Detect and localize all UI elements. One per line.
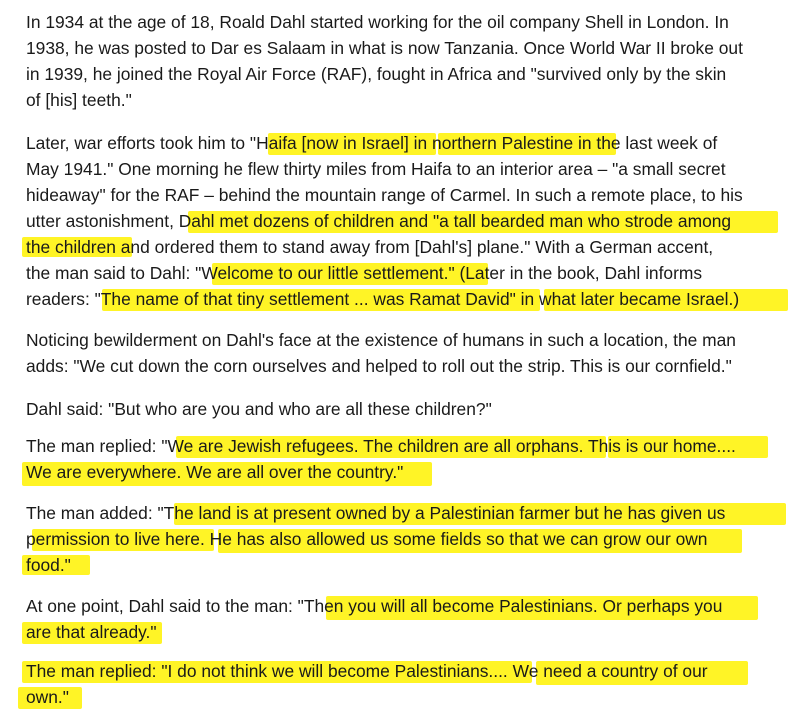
- text-line: The man replied: "We are Jewish refugees. The children are all orphans. This is our home....: [26, 436, 736, 456]
- text-line: The man replied: "I do not think we will become Palestinians.... We need a country of our: [26, 661, 708, 681]
- text-line: food.": [26, 555, 71, 575]
- text-line: Noticing bewilderment on Dahl's face at the existence of humans in such a location, the man: [26, 330, 736, 350]
- text-line: We are everywhere. We are all over the country.": [26, 462, 404, 482]
- text-line: in 1939, he joined the Royal Air Force (RAF), fought in Africa and "survived only by the skin: [26, 64, 727, 84]
- text-line: adds: "We cut down the corn ourselves and helped to roll out the strip. This is our cornfield.": [26, 356, 732, 376]
- text-line: own.": [26, 687, 69, 707]
- text-line: Later, war efforts took him to "Haifa [now in Israel] in northern Palestine in the last week of: [26, 133, 718, 153]
- text-line: readers: "The name of that tiny settlement ... was Ramat David" in what later became Israel.): [26, 289, 740, 309]
- text-line: May 1941." One morning he flew thirty miles from Haifa to an interior area – "a small secret: [26, 159, 726, 179]
- text-line: Dahl said: "But who are you and who are all these children?": [26, 399, 492, 419]
- text-line: In 1934 at the age of 18, Roald Dahl started working for the oil company Shell in London. In: [26, 12, 729, 32]
- text-line: At one point, Dahl said to the man: "Then you will all become Palestinians. Or perhaps you: [26, 596, 723, 616]
- text-line: 1938, he was posted to Dar es Salaam in what is now Tanzania. Once World War II broke out: [26, 38, 743, 58]
- text-line: of [his] teeth.": [26, 90, 132, 110]
- text-line: The man added: "The land is at present owned by a Palestinian farmer but he has given us: [26, 503, 726, 523]
- text-line: the man said to Dahl: "Welcome to our little settlement." (Later in the book, Dahl informs: [26, 263, 703, 283]
- text-line: utter astonishment, Dahl met dozens of children and "a tall bearded man who strode among: [26, 211, 732, 231]
- text-line: hideaway" for the RAF – behind the mountain range of Carmel. In such a remote place, to his: [26, 185, 743, 205]
- text-line: permission to live here. He has also allowed us some fields so that we can grow our own: [26, 529, 708, 549]
- text-line: the children and ordered them to stand away from [Dahl's] plane." With a German accent,: [26, 237, 714, 257]
- text-line: are that already.": [26, 622, 157, 642]
